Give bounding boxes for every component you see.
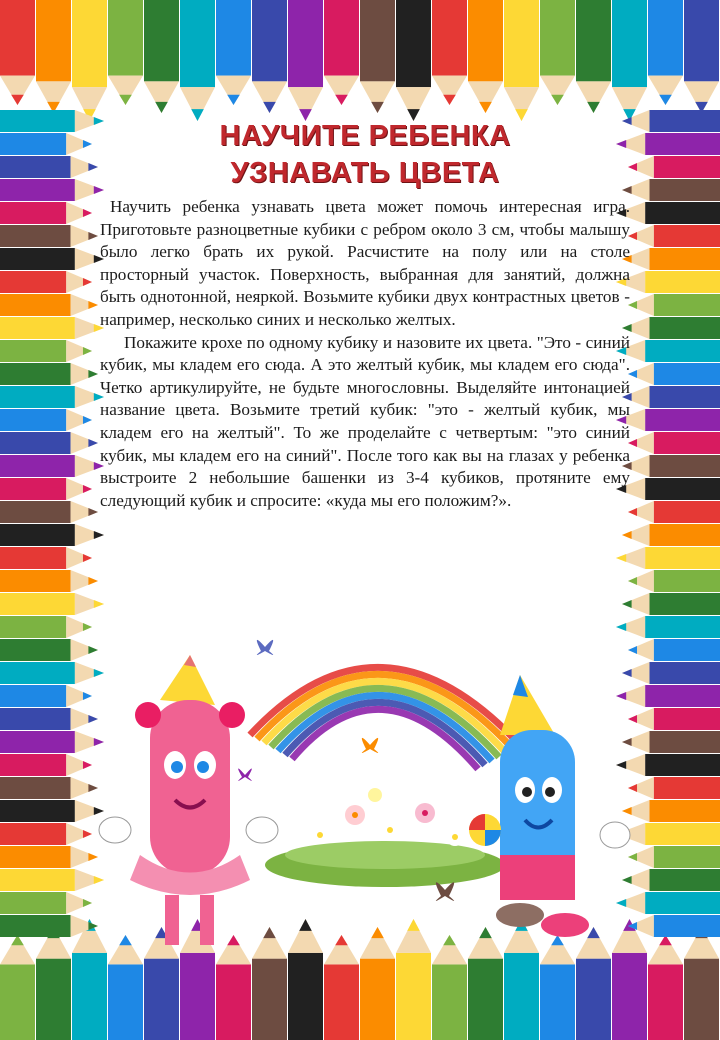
colored-pencil-icon bbox=[622, 455, 720, 477]
colored-pencil-icon bbox=[432, 0, 467, 105]
colored-pencil-icon bbox=[0, 340, 92, 362]
colored-pencil-icon bbox=[0, 432, 98, 454]
colored-pencil-icon bbox=[72, 0, 107, 121]
colored-pencil-icon bbox=[0, 0, 35, 105]
colored-pencil-icon bbox=[628, 225, 720, 247]
colored-pencil-icon bbox=[622, 317, 720, 339]
paragraph-1: Научить ребенка узнавать цвета может помочь интересная игра. Приготовьте разноцветные кубики с ребром около 3 см, чтобы малышу было легко брать их рукой. Расчистите на полу или на столе просторный участок. Поверхность, выбранная для занятий, должна быть однотонной, неяркой. Возьмите кубики двух контрастных цветов - например, несколько синих и несколько желтых. bbox=[100, 197, 630, 329]
colored-pencil-icon bbox=[576, 0, 611, 113]
colored-pencil-icon bbox=[0, 202, 92, 224]
colored-pencil-icon bbox=[684, 927, 719, 1040]
colored-pencil-icon bbox=[628, 501, 720, 523]
article-body bbox=[100, 196, 630, 512]
colored-pencil-icon bbox=[0, 317, 104, 339]
colored-pencil-icon bbox=[0, 455, 104, 477]
colored-pencil-icon bbox=[0, 754, 92, 776]
colored-pencil-icon bbox=[0, 363, 98, 385]
colored-pencil-icon bbox=[0, 547, 92, 569]
colored-pencil-icon bbox=[0, 179, 104, 201]
colored-pencil-icon bbox=[180, 0, 215, 121]
pink-pencil-girl-icon bbox=[99, 655, 278, 945]
colored-pencil-icon bbox=[622, 248, 720, 270]
butterfly-icon bbox=[257, 640, 273, 655]
colored-pencil-icon bbox=[0, 225, 98, 247]
colored-pencil-icon bbox=[396, 0, 431, 121]
colored-pencil-icon bbox=[616, 340, 720, 362]
colored-pencil-icon bbox=[0, 616, 92, 638]
butterfly-icon bbox=[238, 768, 252, 781]
colored-pencil-icon bbox=[468, 0, 503, 113]
rainbow-icon bbox=[250, 667, 520, 769]
cartoon-illustration bbox=[80, 615, 660, 975]
colored-pencil-icon bbox=[0, 294, 98, 316]
colored-pencil-icon bbox=[0, 409, 92, 431]
title-line-1: НАУЧИТЕ РЕБЕНКА bbox=[219, 120, 511, 152]
colored-pencil-icon bbox=[616, 409, 720, 431]
page-title bbox=[100, 118, 630, 192]
colored-pencil-icon bbox=[504, 0, 539, 121]
colored-pencil-icon bbox=[0, 685, 92, 707]
colored-pencil-icon bbox=[0, 501, 98, 523]
colored-pencil-icon bbox=[0, 156, 98, 178]
colored-pencil-icon bbox=[108, 0, 143, 105]
colored-pencil-icon bbox=[628, 294, 720, 316]
colored-pencil-icon bbox=[616, 133, 720, 155]
colored-pencil-icon bbox=[684, 0, 719, 113]
colored-pencil-icon bbox=[648, 0, 683, 105]
colored-pencil-icon bbox=[628, 432, 720, 454]
flower-meadow-icon bbox=[265, 779, 505, 887]
title-line-2: УЗНАВАТЬ ЦВЕТА bbox=[230, 157, 500, 189]
content-area bbox=[100, 118, 630, 512]
colored-pencil-icon bbox=[36, 927, 71, 1040]
butterfly-icon bbox=[362, 738, 378, 753]
colored-pencil-icon bbox=[540, 0, 575, 105]
colored-pencil-icon bbox=[252, 0, 287, 113]
colored-pencil-icon bbox=[612, 0, 647, 121]
colored-pencil-icon bbox=[628, 570, 720, 592]
colored-pencil-icon bbox=[0, 478, 92, 500]
colored-pencil-icon bbox=[0, 271, 92, 293]
colored-pencil-icon bbox=[622, 179, 720, 201]
colored-pencil-icon bbox=[0, 823, 92, 845]
colored-pencil-icon bbox=[0, 386, 104, 408]
colored-pencil-icon bbox=[0, 133, 92, 155]
colored-pencil-icon bbox=[36, 0, 71, 113]
colored-pencil-icon bbox=[616, 478, 720, 500]
colored-pencil-icon bbox=[622, 110, 720, 132]
colored-pencil-icon bbox=[616, 271, 720, 293]
colored-pencil-icon bbox=[216, 0, 251, 105]
colored-pencil-icon bbox=[622, 593, 720, 615]
colored-pencil-icon bbox=[0, 593, 104, 615]
colored-pencil-icon bbox=[360, 0, 395, 113]
colored-pencil-icon bbox=[622, 524, 720, 546]
butterfly-icon bbox=[436, 882, 454, 901]
colored-pencil-icon bbox=[0, 524, 104, 546]
colored-pencil-icon bbox=[616, 202, 720, 224]
colored-pencil-icon bbox=[0, 570, 98, 592]
colored-pencil-icon bbox=[0, 935, 35, 1040]
colored-pencil-icon bbox=[144, 0, 179, 113]
colored-pencil-icon bbox=[324, 0, 359, 105]
colored-pencil-icon bbox=[628, 363, 720, 385]
colored-pencil-icon bbox=[0, 248, 104, 270]
colored-pencil-icon bbox=[0, 892, 92, 914]
colored-pencil-icon bbox=[622, 386, 720, 408]
paragraph-2: Покажите крохе по одному кубику и назовите их цвета. "Это - синий кубик, мы кладем его сюда. А это желтый кубик, мы кладем его сюда". Четко артикулируйте, не будьте многословны. Выделяйте интонацией название цвета. Возьмите третий кубик: "это - желтый кубик, мы кладем его на желтый". То же проделайте с четвертым: "это синий кубик, мы кладем его на синий". После того как вы на глазах у ребенка выстроите 2 небольшие башенки из 3-4 кубиков, протяните ему следующий кубик и спросите: «куда мы его положим?». bbox=[100, 332, 630, 510]
colored-pencil-icon bbox=[616, 547, 720, 569]
colored-pencil-icon bbox=[288, 0, 323, 121]
colored-pencil-icon bbox=[628, 156, 720, 178]
